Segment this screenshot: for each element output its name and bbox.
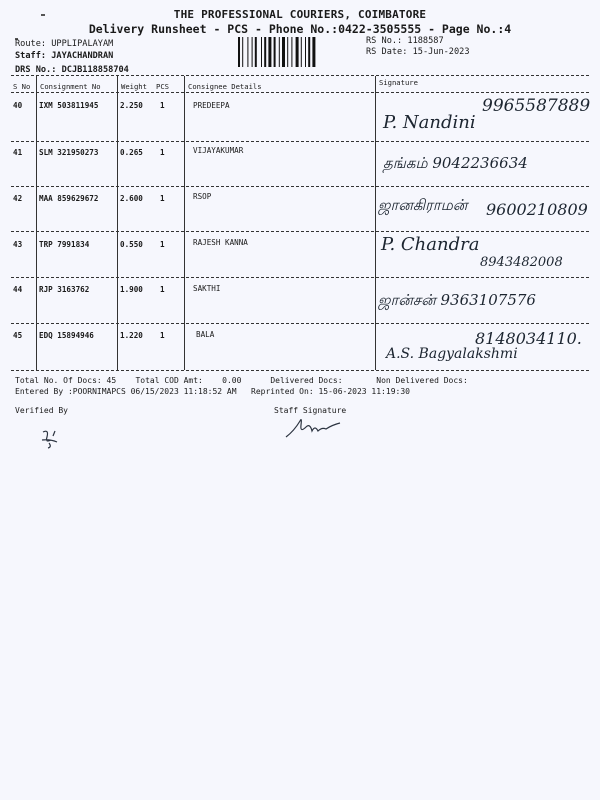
total-cod-value: 0.00: [222, 376, 242, 385]
rs-date-label: RS Date:: [366, 47, 408, 57]
handwritten-phone: 8148034110.: [475, 329, 582, 348]
handwritten-signature: ஜான்சன் 9363107576: [378, 291, 536, 309]
barcode-image: [237, 37, 360, 67]
rs-date-value: 15-Jun-2023: [412, 47, 470, 57]
row-consignee: PREDEEPA: [193, 101, 230, 110]
row-consignment-no: RJP 3163762: [39, 285, 90, 294]
route-label: Route:: [15, 39, 47, 49]
verified-by-label: Verified By: [15, 406, 68, 415]
handwritten-phone: 8943482008: [480, 255, 563, 270]
delivered-docs-label: Delivered Docs:: [270, 376, 343, 385]
handwritten-phone: 9965587889: [482, 96, 591, 116]
totals-line: [15, 376, 468, 385]
column-rule: [184, 76, 185, 370]
handwritten-signature: A.S. Bagyalakshmi: [386, 346, 518, 362]
row-divider: [11, 141, 589, 142]
handwritten-signature: தங்கம் 9042236634: [383, 154, 528, 172]
row-pcs: 1: [160, 101, 165, 110]
total-cod-label: Total COD Amt:: [135, 376, 203, 385]
rs-date-line: [366, 47, 470, 58]
rs-block: [366, 36, 470, 58]
row-consignee: BALA: [196, 330, 215, 339]
row-weight: 1.220: [120, 331, 143, 340]
col-header-consignment: Consignment No: [40, 82, 101, 91]
handwritten-signature: ஜானகிராமன்: [378, 196, 468, 214]
rs-no-line: [366, 36, 470, 47]
divider: [11, 92, 589, 93]
company-title: THE PROFESSIONAL COURIERS, COIMBATORE: [173, 8, 427, 21]
row-pcs: 1: [160, 194, 165, 203]
handwritten-signature: P. Nandini: [383, 112, 476, 133]
row-weight: 1.900: [120, 285, 143, 294]
row-sno: 41: [13, 148, 23, 157]
route-staff-block: [15, 38, 129, 76]
runsheet-title: Delivery Runsheet - PCS - Phone No.:0422-3505555 - Page No.:4: [88, 22, 512, 36]
row-sno: 43: [13, 240, 23, 249]
row-weight: 0.550: [120, 240, 143, 249]
row-divider: [11, 231, 589, 232]
row-sno: 44: [13, 285, 23, 294]
row-divider: [11, 323, 589, 324]
row-consignment-no: IXM 503811945: [39, 101, 99, 110]
row-sno: 42: [13, 194, 23, 203]
row-pcs: 1: [160, 148, 165, 157]
non-delivered-docs-label: Non Delivered Docs:: [376, 376, 468, 385]
col-header-sno: S No: [13, 82, 31, 91]
rs-no-value: 1188587: [407, 36, 444, 46]
row-divider: [11, 370, 589, 371]
row-consignment-no: TRP 7991834: [39, 240, 90, 249]
col-header-pcs: PCS: [156, 82, 169, 91]
row-consignee: VIJAYAKUMAR: [193, 146, 244, 155]
verifier-initials-scribble: [40, 428, 60, 450]
staff-signature-scribble: [284, 413, 344, 441]
drs-label: DRS No.:: [15, 65, 57, 75]
row-pcs: 1: [160, 331, 165, 340]
col-header-weight: Weight: [121, 82, 147, 91]
column-rule: [36, 76, 37, 370]
col-header-consignee: Consignee Details: [188, 82, 262, 91]
route-value: UPPLIPALAYAM: [51, 39, 114, 49]
row-consignee: SAKTHI: [193, 284, 221, 293]
reprinted-on: Reprinted On: 15-06-2023 11:19:30: [251, 387, 410, 396]
column-rule: [375, 76, 376, 370]
row-weight: 2.250: [120, 101, 143, 110]
row-consignment-no: SLM 321950273: [39, 148, 99, 157]
route-line: [15, 38, 129, 50]
row-weight: 0.265: [120, 148, 143, 157]
divider: [11, 75, 589, 76]
total-docs-label: Total No. Of Docs:: [15, 376, 102, 385]
total-docs-value: 45: [106, 376, 117, 385]
entered-by: Entered By :POORNIMAPCS 06/15/2023 11:18:52 AM: [15, 387, 237, 396]
row-consignment-no: MAA 859629672: [39, 194, 99, 203]
entered-line: [15, 387, 410, 396]
staff-line: [15, 50, 129, 62]
handwritten-signature: P. Chandra: [381, 234, 480, 255]
row-consignee: RAJESH KANNA: [193, 238, 248, 247]
row-consignee: RSOP: [193, 192, 212, 201]
row-consignment-no: EDQ 15894946: [39, 331, 94, 340]
row-weight: 2.600: [120, 194, 143, 203]
staff-value: JAYACHANDRAN: [51, 51, 114, 61]
row-sno: 45: [13, 331, 23, 340]
row-sno: 40: [13, 101, 23, 110]
row-divider: [11, 277, 589, 278]
row-pcs: 1: [160, 240, 165, 249]
row-pcs: 1: [160, 285, 165, 294]
staff-label: Staff:: [15, 51, 47, 61]
column-rule: [117, 76, 118, 370]
rs-no-label: RS No.:: [366, 36, 403, 46]
staff-signature-label: Staff Signature: [274, 406, 347, 415]
col-header-signature: Signature: [379, 78, 418, 87]
drs-value: DCJB118858704: [61, 65, 129, 75]
row-divider: [11, 186, 589, 187]
handwritten-phone: 9600210809: [486, 200, 588, 219]
